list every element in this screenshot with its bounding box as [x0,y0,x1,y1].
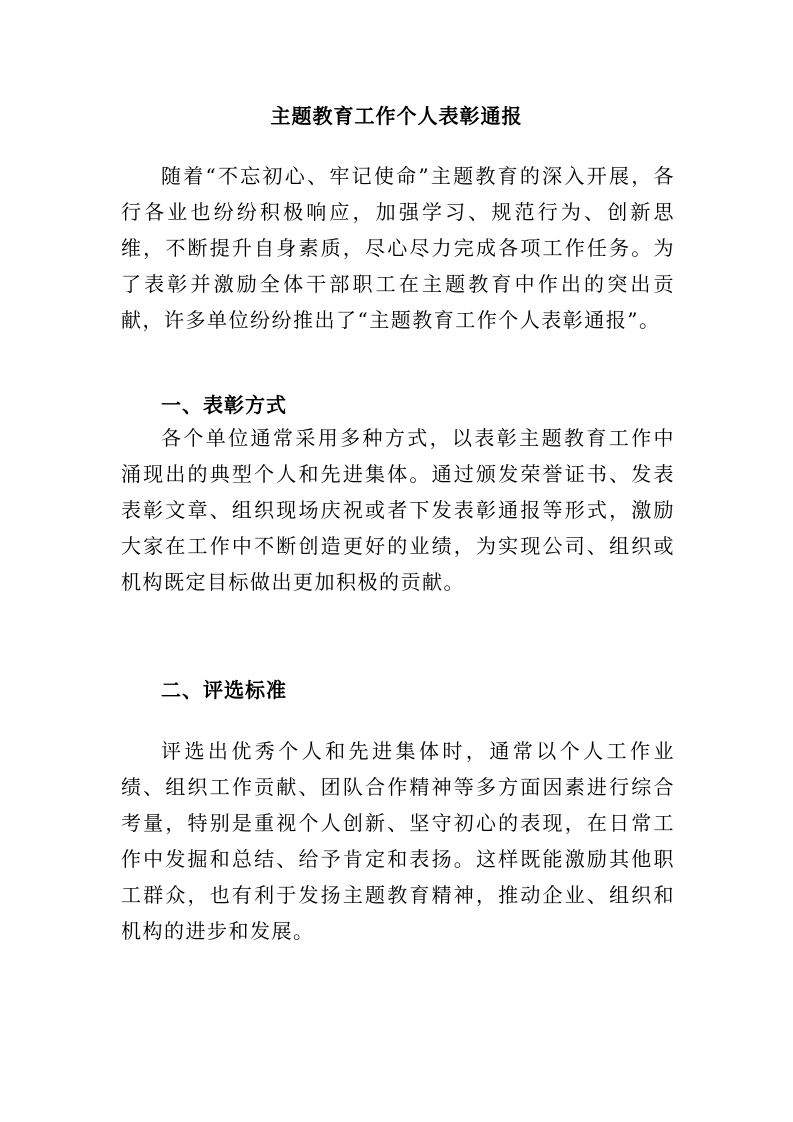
section-body-commendation-methods: 各个单位通常采用多种方式，以表彰主题教育工作中涌现出的典型个人和先进集体。通过颁发荣誉证书、发表表彰文章、组织现场庆祝或者下发表彰通报等形式，激励大家在工作中不断创造更好的业绩，为实现公司、组织或机构既定目标做出更加积极的贡献。 [121,426,675,594]
document-title: 主题教育工作个人表彰通报 [270,104,523,128]
section-heading-commendation-methods: 一、表彰方式 [161,393,287,417]
section-body-selection-criteria: 评选出优秀个人和先进集体时，通常以个人工作业绩、组织工作贡献、团队合作精神等多方面因素进行综合考量，特别是重视个人创新、坚守初心的表现，在日常工作中发掘和总结、给予肯定和表扬。这样既能激励其他职工群众，也有利于发扬主题教育精神，推动企业、组织和机构的进步和发展。 [121,739,675,943]
intro-paragraph: 随着“不忘初心、牢记使命”主题教育的深入开展，各行各业也纷纷积极响应，加强学习、规范行为、创新思维，不断提升自身素质，尽心尽力完成各项工作任务。为了表彰并激励全体干部职工在主题教育中作出的突出贡献，许多单位纷纷推出了“主题教育工作个人表彰通报”。 [121,164,675,332]
section-heading-selection-criteria: 二、评选标准 [161,678,287,702]
